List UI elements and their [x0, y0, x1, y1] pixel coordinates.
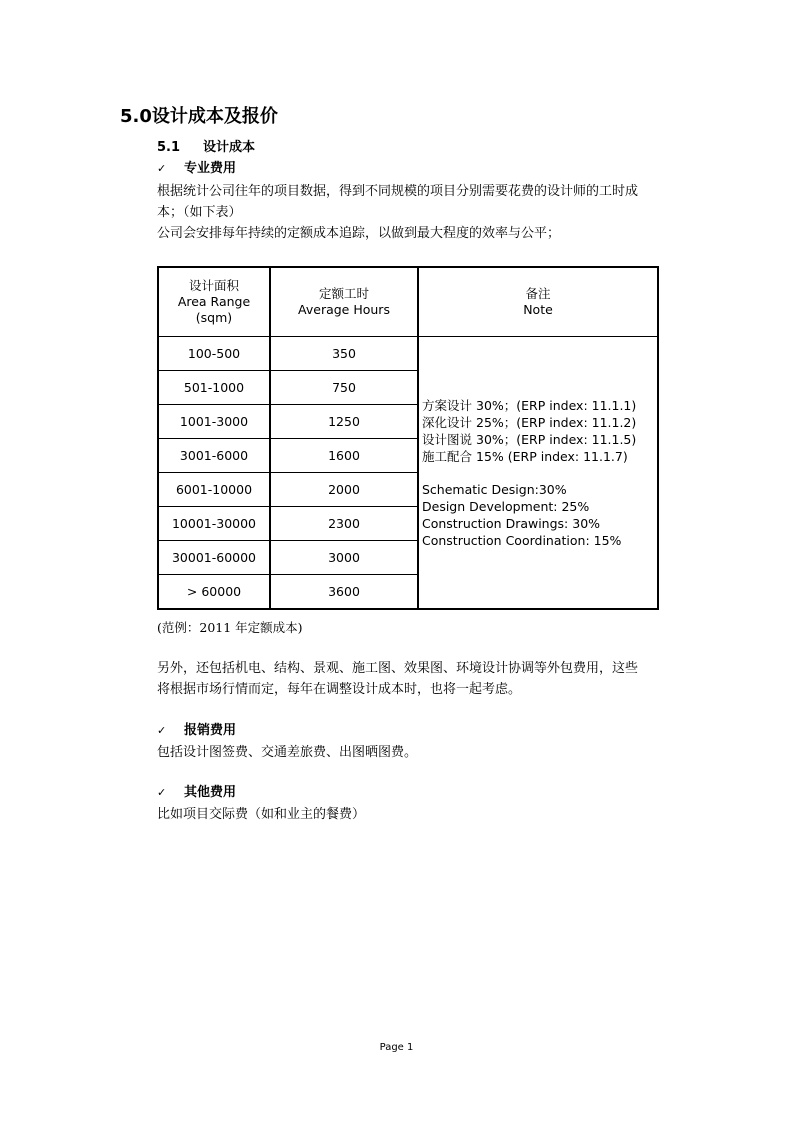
area-cell: > 60000 [158, 575, 270, 610]
paragraph-line: 将根据市场行情而定，每年在调整设计成本时，也将一起考虑。 [157, 682, 522, 697]
section-heading: 5.0设计成本及报价 [120, 106, 278, 127]
hours-cell: 2000 [270, 473, 418, 507]
area-cell: 6001-10000 [158, 473, 270, 507]
bullet-title: 专业费用 [184, 161, 237, 176]
area-cell: 30001-60000 [158, 541, 270, 575]
cost-table [157, 266, 659, 610]
note-line: Construction Drawings: 30% [422, 516, 601, 531]
header-note: 备注 Note [418, 267, 658, 337]
bullet-professional [157, 160, 236, 178]
note-line: Design Development: 25% [422, 499, 590, 514]
page-footer: Page 1 [379, 1042, 414, 1053]
note-line: 方案设计 30%；(ERP index: 11.1.1) [422, 398, 637, 413]
header-area: 设计面积 Area Range (sqm) [158, 267, 270, 337]
hours-cell: 1600 [270, 439, 418, 473]
paragraph-line: 比如项目交际费（如和业主的餐费） [157, 807, 366, 822]
paragraph-line: 公司会安排每年持续的定额成本追踪，以做到最大程度的效率与公平； [157, 226, 561, 241]
bullet-title: 其他费用 [184, 785, 237, 800]
bullet-other [157, 784, 236, 802]
paragraph-line: 根据统计公司往年的项目数据，得到不同规模的项目分别需要花费的设计师的工时成 [157, 184, 639, 199]
header-hours: 定额工时 Average Hours [270, 267, 418, 337]
checkmark-icon: ✓ [157, 786, 167, 799]
subsection-heading [157, 139, 255, 157]
bullet-title: 报销费用 [184, 723, 237, 738]
area-cell: 501-1000 [158, 371, 270, 405]
table-row [158, 337, 658, 371]
area-cell: 100-500 [158, 337, 270, 371]
subsection-number: 5.1 [157, 140, 181, 155]
hours-cell: 350 [270, 337, 418, 371]
area-cell: 3001-6000 [158, 439, 270, 473]
hours-cell: 3000 [270, 541, 418, 575]
area-cell: 10001-30000 [158, 507, 270, 541]
hours-cell: 3600 [270, 575, 418, 610]
note-line: 设计图说 30%；(ERP index: 11.1.5) [422, 432, 637, 447]
note-line: Schematic Design:30% [422, 482, 567, 497]
subsection-title: 设计成本 [203, 140, 256, 155]
hours-cell: 2300 [270, 507, 418, 541]
paragraph-line: 另外，还包括机电、结构、景观、施工图、效果图、环境设计协调等外包费用，这些 [157, 661, 639, 676]
paragraph-line: 本；（如下表） [157, 205, 242, 220]
hours-cell: 1250 [270, 405, 418, 439]
table-header-row [158, 267, 658, 337]
note-line: 施工配合 15% (ERP index: 11.1.7) [422, 449, 628, 464]
note-line: 深化设计 25%；(ERP index: 11.1.2) [422, 415, 637, 430]
table-caption: (范例：2011 年定额成本) [157, 620, 303, 635]
paragraph-line: 包括设计图签费、交通差旅费、出图晒图费。 [157, 745, 418, 760]
area-cell: 1001-3000 [158, 405, 270, 439]
checkmark-icon: ✓ [157, 724, 167, 737]
note-cell [418, 337, 658, 610]
bullet-reimbursement [157, 722, 236, 740]
checkmark-icon: ✓ [157, 162, 167, 175]
note-line: Construction Coordination: 15% [422, 533, 622, 548]
hours-cell: 750 [270, 371, 418, 405]
